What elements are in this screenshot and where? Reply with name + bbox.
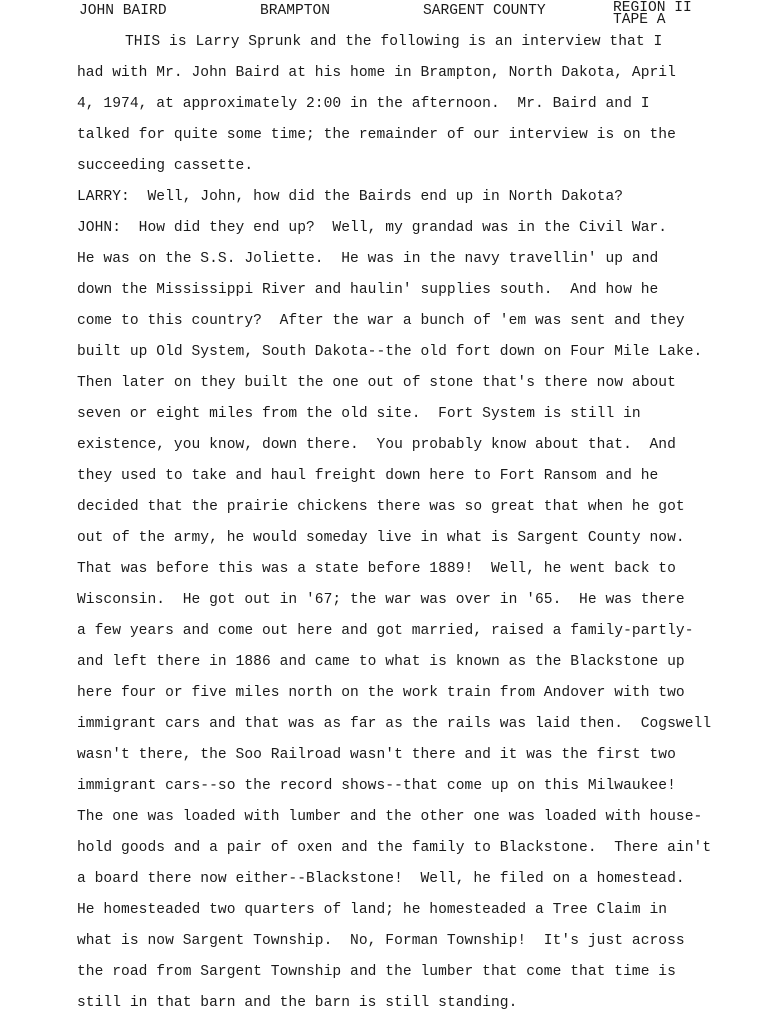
transcript-line: built up Old System, South Dakota--the old fort down on Four Mile Lake.	[77, 344, 703, 360]
transcript-line: 4, 1974, at approximately 2:00 in the afternoon. Mr. Baird and I	[77, 96, 650, 112]
transcript-line: JOHN: How did they end up? Well, my grandad was in the Civil War.	[77, 220, 668, 236]
transcript-line: and left there in 1886 and came to what is known as the Blackstone up	[77, 654, 685, 670]
transcript-line: hold goods and a pair of oxen and the family to Blackstone. There ain't	[77, 840, 712, 856]
transcript-line: a few years and come out here and got married, raised a family-partly-	[77, 623, 694, 639]
transcript-line: That was before this was a state before 1889! Well, he went back to	[77, 561, 676, 577]
transcript-line: what is now Sargent Township. No, Forman Township! It's just across	[77, 933, 685, 949]
header-town: BRAMPTON	[260, 3, 331, 19]
transcript-line: He was on the S.S. Joliette. He was in the navy travellin' up and	[77, 251, 659, 267]
transcript-line: down the Mississippi River and haulin' supplies south. And how he	[77, 282, 659, 298]
transcript-line: Then later on they built the one out of stone that's there now about	[77, 375, 676, 391]
transcript-line: here four or five miles north on the work train from Andover with two	[77, 685, 685, 701]
transcript-line: still in that barn and the barn is still standing.	[77, 995, 518, 1011]
transcript-line: Wisconsin. He got out in '67; the war was over in '65. He was there	[77, 592, 685, 608]
transcript-line: had with Mr. John Baird at his home in Brampton, North Dakota, April	[77, 65, 676, 81]
header-tape: TAPE A	[613, 11, 666, 28]
transcript-line: seven or eight miles from the old site. Fort System is still in	[77, 406, 641, 422]
header-county: SARGENT COUNTY	[423, 3, 546, 19]
transcript-line: immigrant cars and that was as far as the rails was laid then. Cogswell	[77, 716, 712, 732]
transcript-line: LARRY: Well, John, how did the Bairds end up in North Dakota?	[77, 189, 624, 205]
transcript-line: He homesteaded two quarters of land; he homesteaded a Tree Claim in	[77, 902, 668, 918]
transcript-line: succeeding cassette.	[77, 158, 254, 174]
transcript-line: THIS is Larry Sprunk and the following is an interview that I	[125, 34, 663, 50]
header-region: REGION II	[613, 0, 692, 16]
transcript-line: a board there now either--Blackstone! Well, he filed on a homestead.	[77, 871, 685, 887]
transcript-line: talked for quite some time; the remainder of our interview is on the	[77, 127, 676, 143]
transcript-line: come to this country? After the war a bunch of 'em was sent and they	[77, 313, 685, 329]
header-region-block	[613, 0, 692, 28]
transcript-line: the road from Sargent Township and the lumber that come that time is	[77, 964, 676, 980]
transcript-line: The one was loaded with lumber and the other one was loaded with house-	[77, 809, 703, 825]
transcript-line: decided that the prairie chickens there was so great that when he got	[77, 499, 685, 515]
transcript-line: out of the army, he would someday live in what is Sargent County now.	[77, 530, 685, 546]
transcript-line: wasn't there, the Soo Railroad wasn't there and it was the first two	[77, 747, 676, 763]
header-name: JOHN BAIRD	[79, 3, 167, 19]
transcript-line: they used to take and haul freight down here to Fort Ransom and he	[77, 468, 659, 484]
transcript-line: immigrant cars--so the record shows--that come up on this Milwaukee!	[77, 778, 676, 794]
transcript-line: existence, you know, down there. You probably know about that. And	[77, 437, 676, 453]
